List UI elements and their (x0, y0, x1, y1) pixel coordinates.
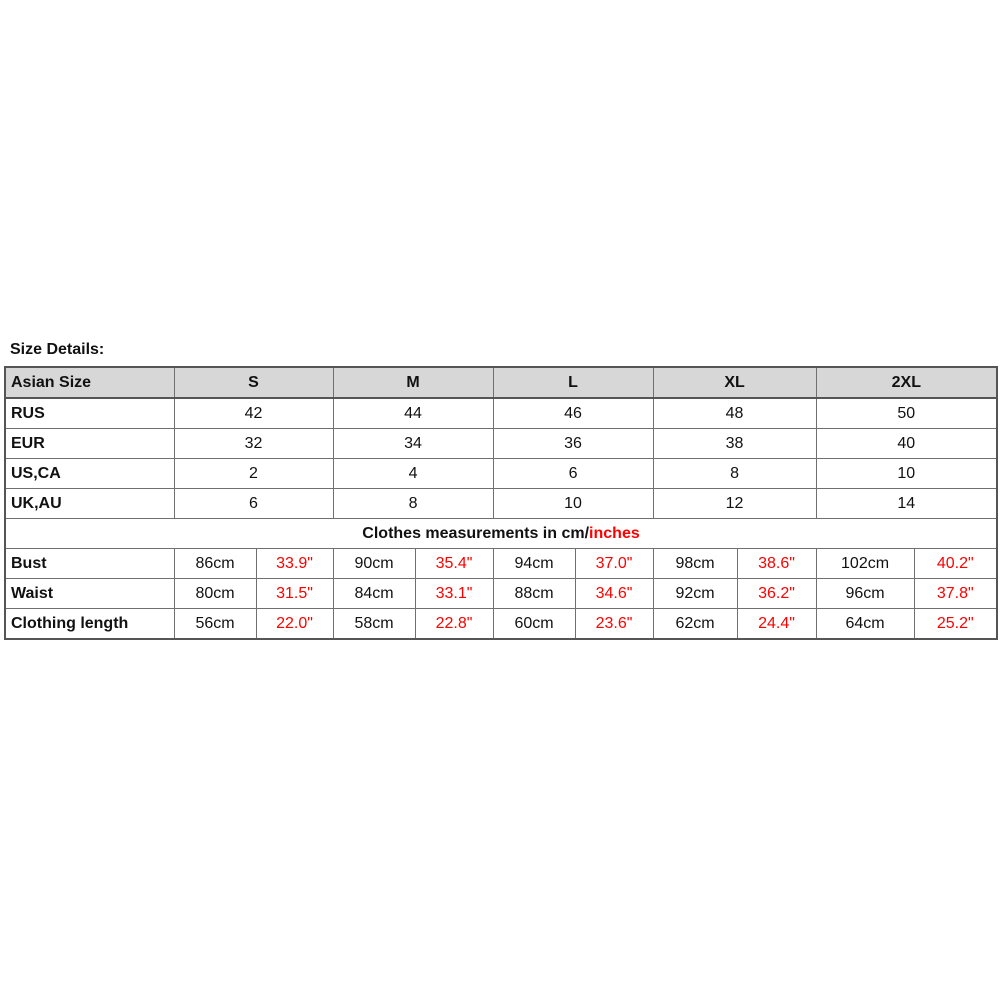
table-cell: 44 (333, 398, 493, 429)
cm-cell: 56cm (174, 609, 256, 640)
table-row (5, 398, 997, 429)
table-cell: 10 (816, 459, 997, 489)
table-cell: 6 (174, 489, 333, 519)
cm-cell: 92cm (653, 579, 737, 609)
inch-cell: 38.6" (737, 549, 816, 579)
inch-cell: 34.6" (575, 579, 653, 609)
cm-cell: 60cm (493, 609, 575, 640)
inch-cell: 33.9" (256, 549, 333, 579)
cm-cell: 80cm (174, 579, 256, 609)
section-highlight: inches (589, 524, 640, 542)
table-cell: 38 (653, 429, 816, 459)
cm-cell: 102cm (816, 549, 914, 579)
table-cell: 14 (816, 489, 997, 519)
row-label: UK,AU (5, 489, 174, 519)
table-cell: 48 (653, 398, 816, 429)
table-cell: 50 (816, 398, 997, 429)
page-title: Size Details: (10, 341, 105, 358)
inch-cell: 24.4" (737, 609, 816, 640)
cm-cell: 62cm (653, 609, 737, 640)
table-row (5, 429, 997, 459)
table-cell: 10 (493, 489, 653, 519)
table-cell: 40 (816, 429, 997, 459)
row-label: RUS (5, 398, 174, 429)
inch-cell: 22.8" (415, 609, 493, 640)
section-prefix: Clothes measurements in cm/ (362, 524, 590, 542)
inch-cell: 23.6" (575, 609, 653, 640)
table-cell: 36 (493, 429, 653, 459)
inch-cell: 40.2" (914, 549, 997, 579)
cm-cell: 84cm (333, 579, 415, 609)
size-header: M (333, 367, 493, 398)
size-header: 2XL (816, 367, 997, 398)
table-cell: 8 (333, 489, 493, 519)
table-row (5, 579, 997, 609)
row-label: Waist (5, 579, 174, 609)
inch-cell: 37.0" (575, 549, 653, 579)
size-header: S (174, 367, 333, 398)
table-cell: 34 (333, 429, 493, 459)
inch-cell: 35.4" (415, 549, 493, 579)
cm-cell: 98cm (653, 549, 737, 579)
table-cell: 6 (493, 459, 653, 489)
inch-cell: 37.8" (914, 579, 997, 609)
size-header: XL (653, 367, 816, 398)
inch-cell: 22.0" (256, 609, 333, 640)
table-cell: 8 (653, 459, 816, 489)
cm-cell: 90cm (333, 549, 415, 579)
table-cell: 42 (174, 398, 333, 429)
cm-cell: 94cm (493, 549, 575, 579)
cm-cell: 88cm (493, 579, 575, 609)
table-row (5, 489, 997, 519)
table-row (5, 459, 997, 489)
table-row (5, 549, 997, 579)
table-cell: 4 (333, 459, 493, 489)
inch-cell: 31.5" (256, 579, 333, 609)
inch-cell: 25.2" (914, 609, 997, 640)
size-header: L (493, 367, 653, 398)
cm-cell: 64cm (816, 609, 914, 640)
table-cell: 2 (174, 459, 333, 489)
section-row (5, 519, 997, 549)
cm-cell: 96cm (816, 579, 914, 609)
row-label: Clothing length (5, 609, 174, 640)
row-label: US,CA (5, 459, 174, 489)
table-row (5, 609, 997, 640)
table-cell: 12 (653, 489, 816, 519)
cm-cell: 58cm (333, 609, 415, 640)
table-cell: 32 (174, 429, 333, 459)
inch-cell: 33.1" (415, 579, 493, 609)
inch-cell: 36.2" (737, 579, 816, 609)
row-label: EUR (5, 429, 174, 459)
header-row (5, 367, 997, 398)
section-heading (5, 519, 997, 549)
size-chart-table (4, 366, 998, 640)
table-cell: 46 (493, 398, 653, 429)
row-label: Bust (5, 549, 174, 579)
cm-cell: 86cm (174, 549, 256, 579)
header-label: Asian Size (5, 367, 174, 398)
